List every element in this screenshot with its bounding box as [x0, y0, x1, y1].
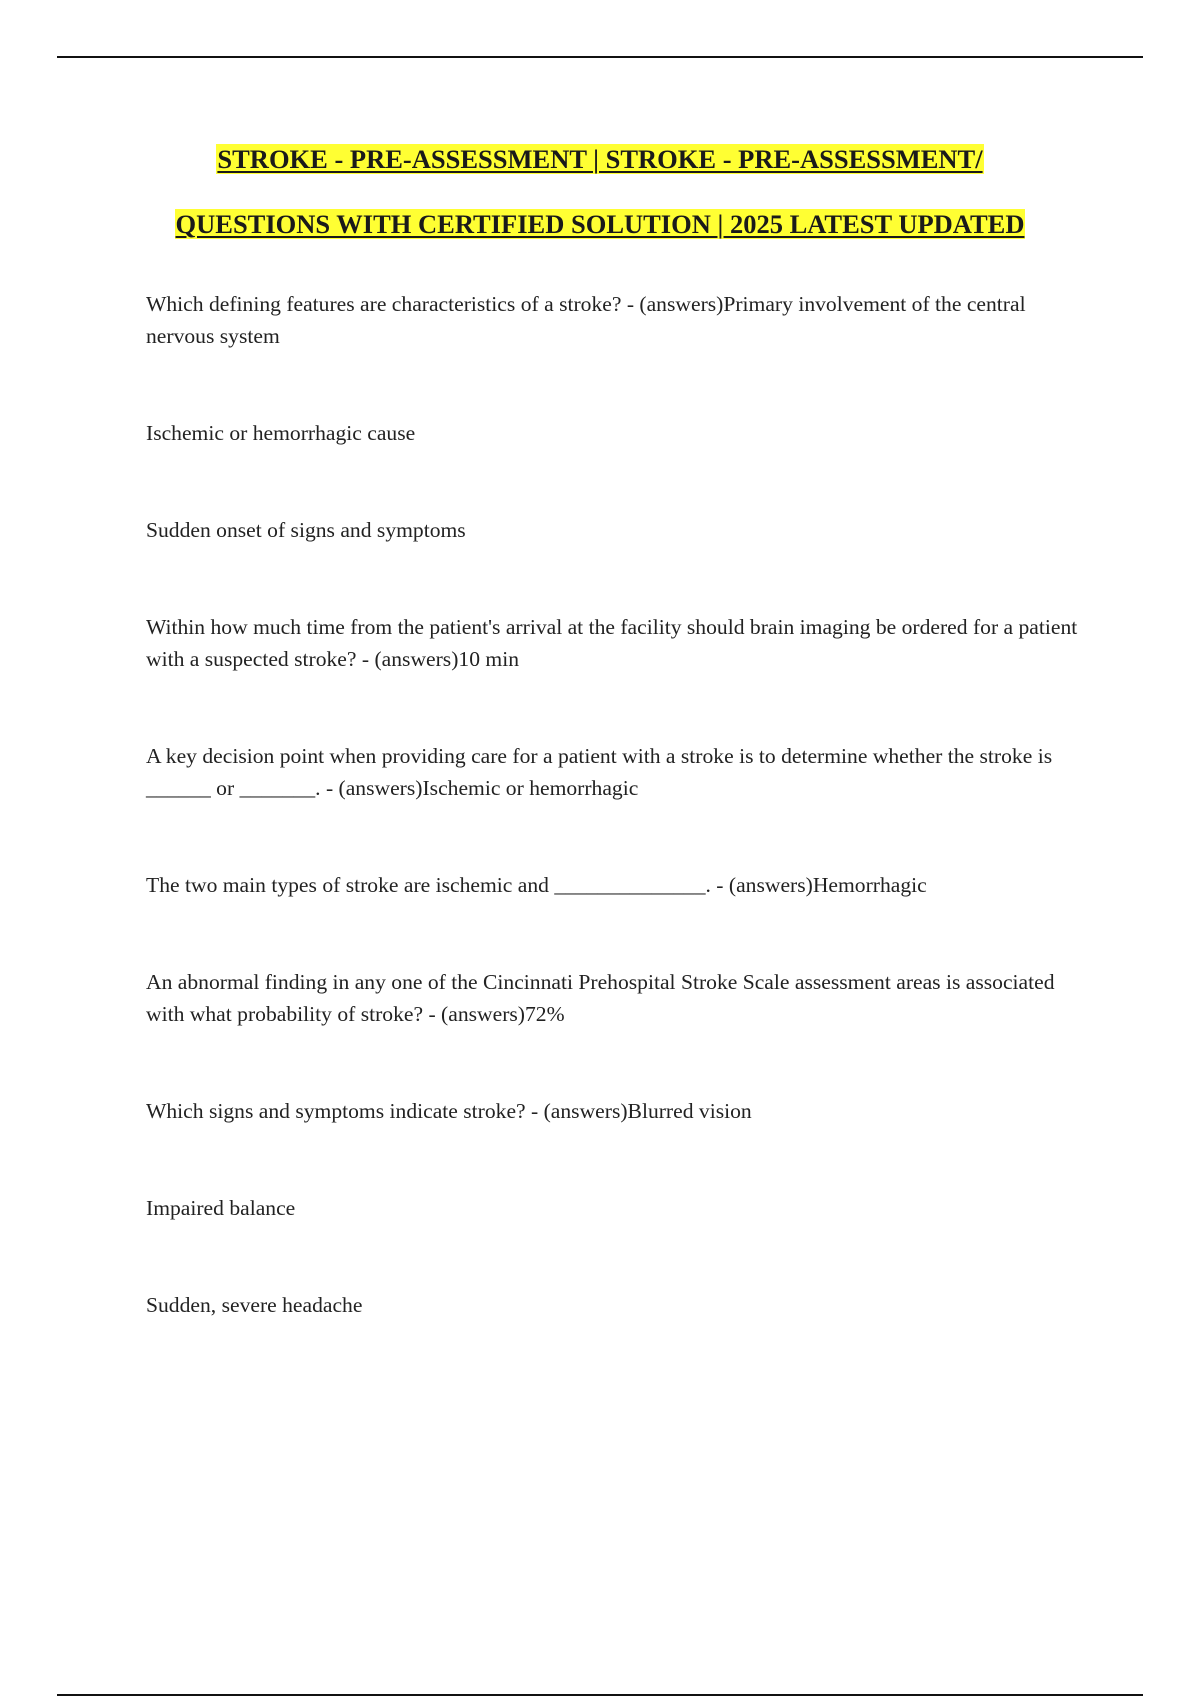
paragraph: Which signs and symptoms indicate stroke? - (answers)Blurred vision	[146, 1099, 752, 1123]
paragraph: A key decision point when providing care for a patient with a stroke is to determine whether the stroke is ______ or _______. - (answers)Ischemic or hemorrhagic	[146, 744, 1053, 800]
title-line-1-text: STROKE - PRE-ASSESSMENT | STROKE - PRE-ASSESSMENT/	[217, 144, 983, 174]
paragraph: Sudden onset of signs and symptoms	[146, 518, 466, 542]
bottom-rule	[57, 1694, 1143, 1696]
paragraph: Ischemic or hemorrhagic cause	[146, 421, 416, 445]
paragraph: Which defining features are characteristics of a stroke? - (answers)Primary involvement of the central nervous system	[146, 292, 1026, 348]
title-line-2	[0, 207, 1200, 241]
paragraph: Impaired balance	[146, 1196, 296, 1220]
paragraph: Within how much time from the patient's arrival at the facility should brain imaging be ordered for a patient with a suspected stroke? - (answers)10 min	[146, 615, 1078, 671]
document-body	[146, 288, 1086, 1321]
paragraph: The two main types of stroke are ischemic and ______________. - (answers)Hemorrhagic	[146, 873, 927, 897]
top-rule	[57, 56, 1143, 58]
paragraph: An abnormal finding in any one of the Cincinnati Prehospital Stroke Scale assessment areas is associated with what probability of stroke? - (answers)72%	[146, 970, 1055, 1026]
title-line-2-text: QUESTIONS WITH CERTIFIED SOLUTION | 2025 LATEST UPDATED	[175, 209, 1025, 239]
paragraph: Sudden, severe headache	[146, 1293, 363, 1317]
title-line-1	[0, 142, 1200, 176]
document-title	[0, 142, 1200, 241]
